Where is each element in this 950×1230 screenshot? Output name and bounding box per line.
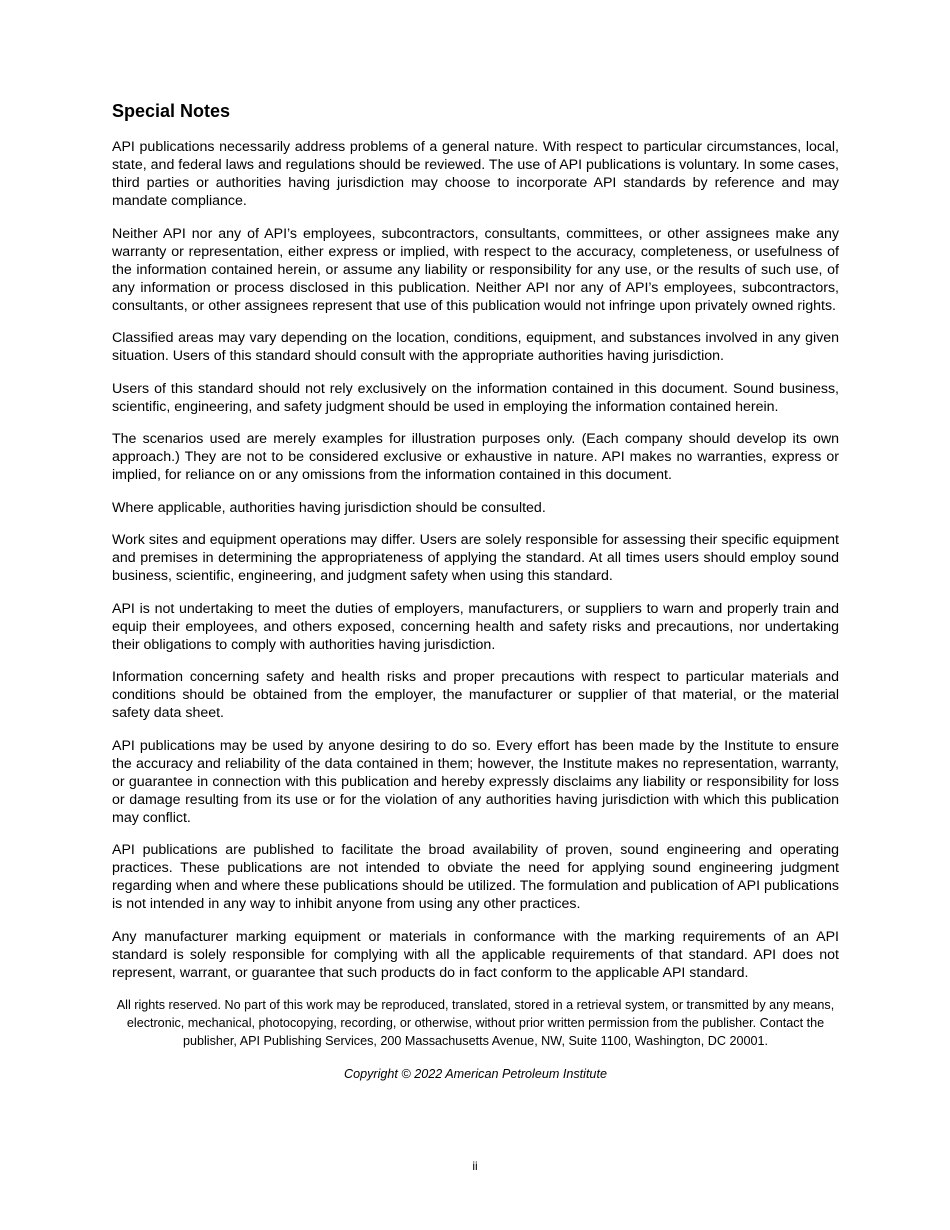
paragraph-classified-areas: Classified areas may vary depending on the location, conditions, equipment, and substances involved in any given situation. Users of this standard should consult with the appropriate authorities having jurisdiction. xyxy=(112,330,839,364)
copyright-line: Copyright © 2022 American Petroleum Institute xyxy=(344,1067,607,1081)
paragraph-safety-health-info: Information concerning safety and health risks and proper precautions with respect to particular materials and conditions should be obtained from the employer, the manufacturer or supplier of that material, or the material safety data sheet. xyxy=(112,669,839,721)
paragraph-broad-availability: API publications are published to facilitate the broad availability of proven, sound engineering and operating practices. These publications are not intended to obviate the need for applying sound engineering judgment regarding when and where these publications should be utilized. The formulation and publication of API publications is not intended in any way to inhibit anyone from using any other practices. xyxy=(112,842,839,912)
paragraph-scenarios: The scenarios used are merely examples for illustration purposes only. (Each company should develop its own approach.) They are not to be considered exclusive or exhaustive in nature. API makes no warranties, express or implied, for reliance on or any omissions from the information contained in this document. xyxy=(112,431,839,483)
document-page xyxy=(112,100,839,1083)
paragraph-use-by-anyone: API publications may be used by anyone desiring to do so. Every effort has been made by the Institute to ensure the accuracy and reliability of the data contained in them; however, the Institute makes no representation, warranty, or guarantee in connection with this publication and hereby expressly disclaims any liability or responsibility for loss or damage resulting from its use or for the violation of any authorities having jurisdiction with which this publication may conflict. xyxy=(112,737,839,826)
paragraph-duties-of-employers: API is not undertaking to meet the duties of employers, manufacturers, or suppliers to warn and properly train and equip their employees, and others exposed, concerning health and safety risks and precautions, nor undertaking their obligations to comply with authorities having jurisdiction. xyxy=(112,600,839,653)
page-number: ii xyxy=(472,1159,478,1173)
paragraph-authorities-consulted: Where applicable, authorities having jurisdiction should be consulted. xyxy=(112,499,546,516)
page-title: Special Notes xyxy=(112,101,231,121)
rights-notice: All rights reserved. No part of this work may be reproduced, translated, stored in a retrieval system, or transmitted by any means, electronic, mechanical, photocopying, recording, or otherwise, without prior written permission from the publisher. Contact the publisher, API Publishing Services, 200 Massachusetts Avenue, NW, Suite 1100, Washington, DC 20001. xyxy=(116,998,835,1048)
paragraph-manufacturer-marking: Any manufacturer marking equipment or materials in conformance with the marking requirements of an API standard is solely responsible for complying with all the applicable requirements of that standard. API does not represent, warrant, or guarantee that such products do in fact conform to the applicable API standard. xyxy=(112,928,839,981)
paragraph-work-sites: Work sites and equipment operations may differ. Users are solely responsible for assessing their specific equipment and premises in determining the appropriateness of applying the standard. At all times users should employ sound business, scientific, engineering, and judgment safety when using this standard. xyxy=(112,532,839,584)
paragraph-api-publications-general: API publications necessarily address problems of a general nature. With respect to particular circumstances, local, state, and federal laws and regulations should be reviewed. The use of API publications is voluntary. In some cases, third parties or authorities having jurisdiction may choose to incorporate API standards by reference and may mandate compliance. xyxy=(112,139,839,209)
paragraph-no-warranty: Neither API nor any of API’s employees, subcontractors, consultants, committees, or other assignees make any warranty or representation, either express or implied, with respect to the accuracy, completeness, or usefulness of the information contained herein, or assume any liability or responsibility for any use, or the results of such use, of any information or process disclosed in this publication. Neither API nor any of API’s employees, subcontractors, consultants, or other assignees represent that use of this publication would not infringe upon privately owned rights. xyxy=(112,225,839,314)
paragraph-users-not-rely: Users of this standard should not rely exclusively on the information contained in this document. Sound business, scientific, engineering, and safety judgment should be used in employing the information contained herein. xyxy=(112,380,839,415)
